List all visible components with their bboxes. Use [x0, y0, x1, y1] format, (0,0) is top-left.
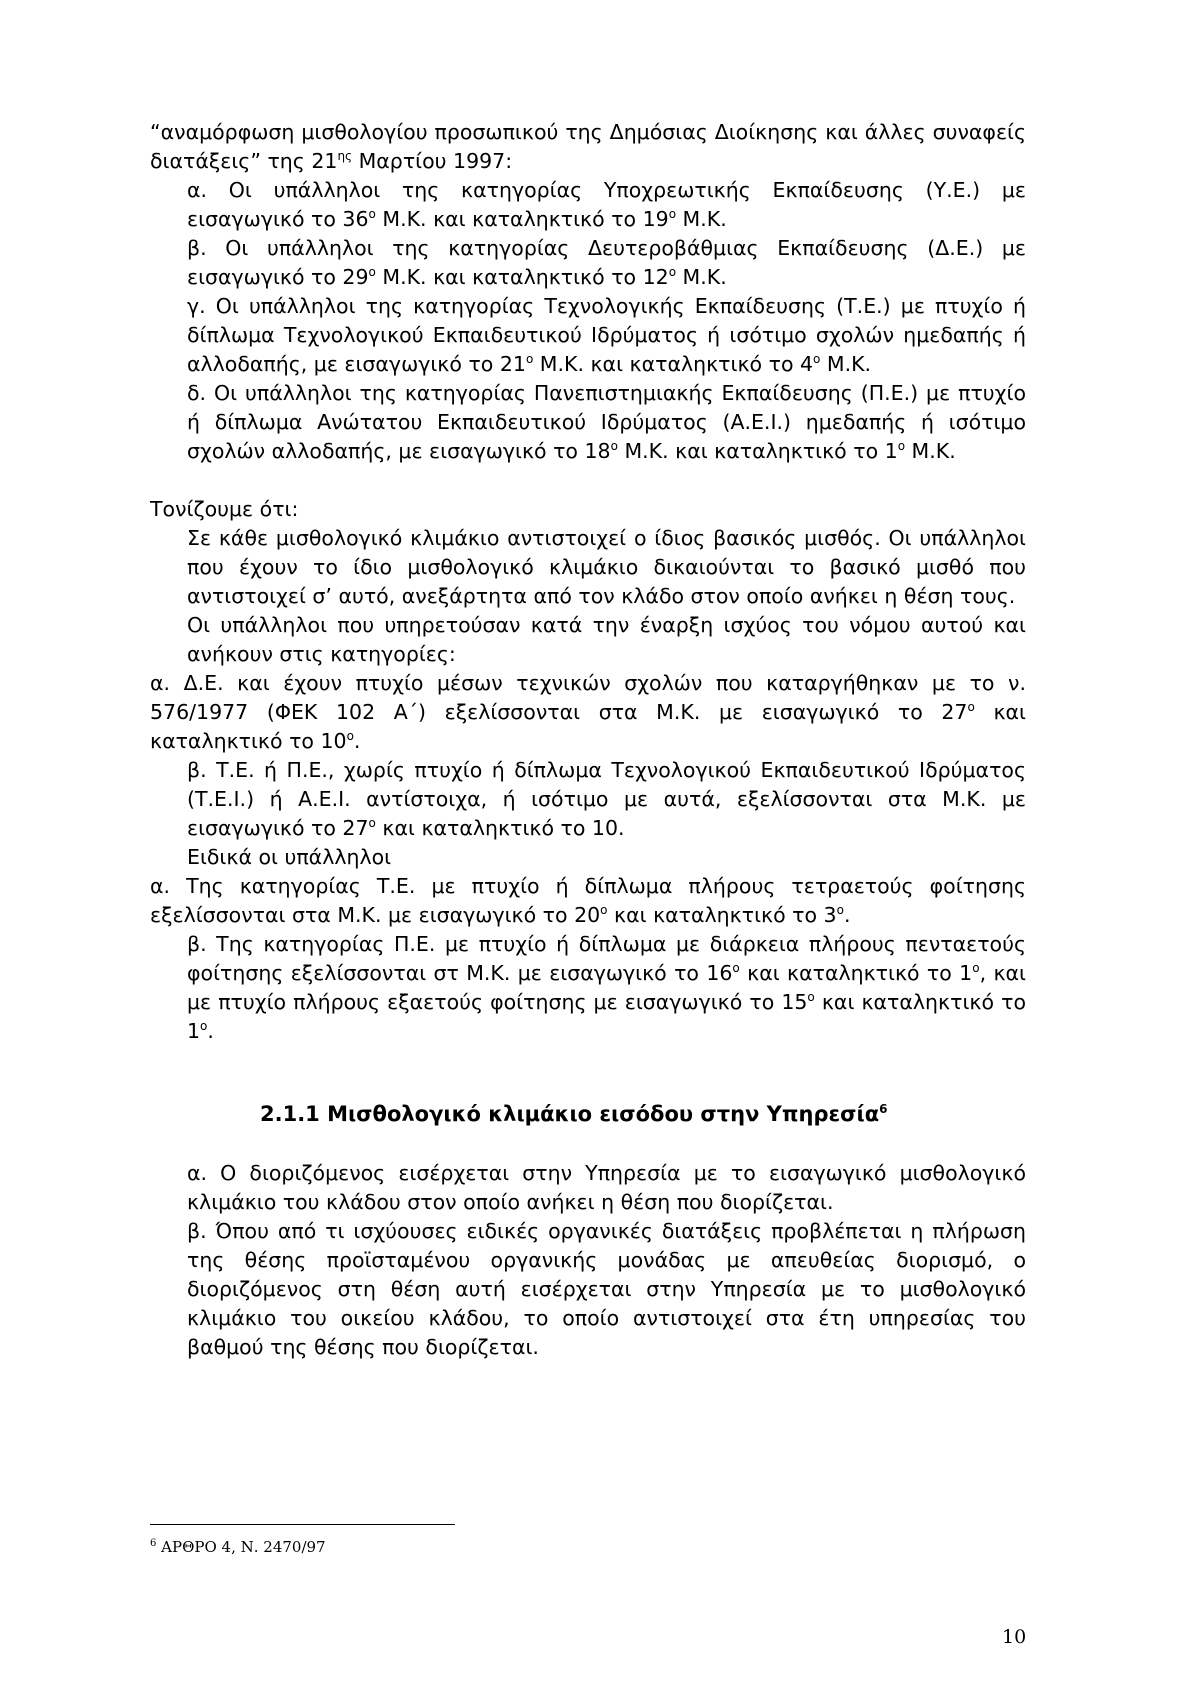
document-body: [150, 118, 1026, 1362]
list-item-c: γ. Οι υπάλληλοι της κατηγορίας Τεχνολογικής Εκπαίδευσης (Τ.Ε.) με πτυχίο ή δίπλωμα Τεχνολογικού Εκπαιδευτικού Ιδρύματος ή ισότιμο σχολών ημεδαπής ή αλλοδαπής, με εισαγωγικό το $21^o$ Μ.Κ. και καταληκτικό το $4^o$ Μ.Κ.: [187, 294, 1026, 376]
paragraph-entry-a: α. Ο διοριζόμενος εισέρχεται στην Υπηρεσία με το εισαγωγικό μισθολογικό κλιμάκιο του κλάδου στον οποίο ανήκει η θέση που διορίζεται.: [187, 1161, 1026, 1214]
paragraph-entry-b: β. Όπου από τι ισχύουσες ειδικές οργανικές διατάξεις προβλέπεται η πλήρωση της θέσης προϊσταμένου οργανικής μονάδας με απευθείας διορισμό, ο διοριζόμενος στη θέση αυτή εισέρχεται στην Υπηρεσία με το μισθολογικό κλιμάκιο του οικείου κλάδου, το οποίο αντιστοιχεί στα έτη υπηρεσίας του βαθμού της θέσης που διορίζεται.: [187, 1219, 1026, 1359]
list-item-te-four-year: α. Της κατηγορίας Τ.Ε. με πτυχίο ή δίπλωμα πλήρους τετραετούς φοίτησης εξελίσσονται στα Μ.Κ. με εισαγωγικό το $20^o$ και καταληκτικό το $3^o$.: [150, 874, 1026, 927]
footnote-mark: 6: [150, 1538, 157, 1549]
list-item-de: α. Δ.Ε. και έχουν πτυχίο μέσων τεχνικών σχολών που καταργήθηκαν με το ν. 576/1977 (ΦΕΚ 102 Α΄) εξελίσσονται στα Μ.Κ. με εισαγωγικό το $27^o$ και καταληκτικό το $10^o$.: [150, 671, 1026, 753]
paragraph-base-salary: Σε κάθε μισθολογικό κλιμάκιο αντιστοιχεί ο ίδιος βασικός μισθός. Οι υπάλληλοι που έχουν το ίδιο μισθολογικό κλιμάκιο δικαιούνται το βασικό μισθό που αντιστοιχεί σ’ αυτό, ανεξάρτητα από τον κλάδο στον οποίο ανήκει η θέση τους.: [187, 526, 1026, 608]
paragraph-intro: “αναμόρφωση μισθολογίου προσωπικού της Δημόσιας Διοίκησης και άλλες συναφείς διατάξεις” της $21^{\eta\varsigma}$ Μαρτίου 1997:: [150, 120, 1026, 173]
footnote-divider: [150, 1524, 455, 1525]
paragraph-emphasis-label: Τονίζουμε ότι:: [150, 497, 299, 521]
page-number: 10: [1002, 1626, 1027, 1648]
footnote: [150, 1537, 326, 1557]
list-item-te-pe: β. Τ.Ε. ή Π.Ε., χωρίς πτυχίο ή δίπλωμα Τεχνολογικού Εκπαιδευτικού Ιδρύματος (Τ.Ε.Ι.) ή Α.Ε.Ι. αντίστοιχα, ή ισότιμο με αυτά, εξελίσσονται στα Μ.Κ. με εισαγωγικό το $27^o$ και καταληκτικό το 10.: [187, 758, 1026, 840]
footnote-reference[interactable]: 6: [879, 1102, 888, 1116]
section-heading: 2.1.1 Μισθολογικό κλιμάκιο εισόδου στην Υπηρεσία$^6$: [260, 1102, 888, 1126]
paragraph-serving-employees: Οι υπάλληλοι που υπηρετούσαν κατά την έναρξη ισχύος του νόμου αυτού και ανήκουν στις κατηγορίες:: [187, 613, 1026, 666]
list-item-b: β. Οι υπάλληλοι της κατηγορίας Δευτεροβάθμιας Εκπαίδευσης (Δ.Ε.) με εισαγωγικό το $29^o$ Μ.Κ. και καταληκτικό το $12^o$ Μ.Κ.: [187, 236, 1026, 289]
paragraph-specially: Ειδικά οι υπάλληλοι: [187, 845, 392, 869]
footnote-text: ΑΡΘΡΟ 4, Ν. 2470/97: [161, 1538, 326, 1556]
list-item-a: α. Οι υπάλληλοι της κατηγορίας Υποχρεωτικής Εκπαίδευσης (Υ.Ε.) με εισαγωγικό το $36^o$ Μ.Κ. και καταληκτικό το $19^o$ Μ.Κ.: [187, 178, 1026, 231]
list-item-pe-five-year: β. Της κατηγορίας Π.Ε. με πτυχίο ή δίπλωμα με διάρκεια πλήρους πενταετούς φοίτησης εξελίσσονται στ Μ.Κ. με εισαγωγικό το $16^o$ και καταληκτικό το $1^o$, και με πτυχίο πλήρους εξαετούς φοίτησης με εισαγωγικό το $15^o$ και καταληκτικό το $1^o$.: [187, 932, 1026, 1043]
list-item-d: δ. Οι υπάλληλοι της κατηγορίας Πανεπιστημιακής Εκπαίδευσης (Π.Ε.) με πτυχίο ή δίπλωμα Ανώτατου Εκπαιδευτικού Ιδρύματος (Α.Ε.Ι.) ημεδαπής ή ισότιμο σχολών αλλοδαπής, με εισαγωγικό το $18^o$ Μ.Κ. και καταληκτικό το $1^o$ Μ.Κ.: [187, 381, 1026, 463]
